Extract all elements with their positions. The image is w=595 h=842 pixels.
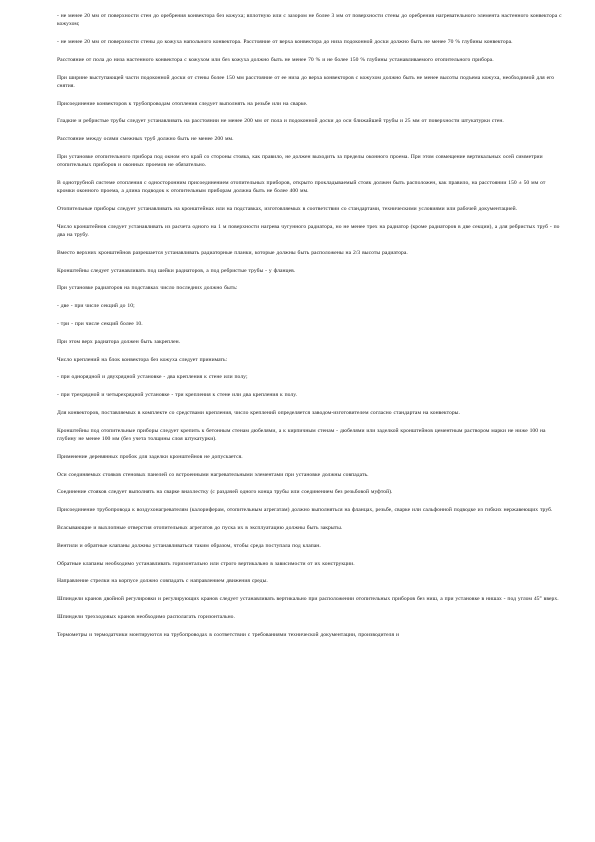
paragraph-fastening-single-double: - при однорядной и двухрядной установке - два крепления к стене или полу; — [57, 374, 248, 381]
paragraph-stand-count-intro: При установке радиаторов на подставках число последних должно быть: — [57, 285, 238, 292]
paragraph-check-valve-orientation: Обратные клапаны необходимо устанавливать горизонтально или строго вертикально в зависимости от их конструкции. — [57, 560, 355, 567]
paragraph-unit-openings-closed: Всасывающие и выхлопные отверстия отопительных агрегатов до пуска их в эксплуатацию должны быть закрыты. — [57, 524, 343, 531]
paragraph-single-pipe-system: В однотрубной системе отопления с односторонним присоединением отопительных приборов, открыто прокладываемый стояк должен быть расположен, как правило, на расстоянии 150 ± 50 мм от кромки оконного проема, а длина подводок к отопительным приборам должна быть не более 400 мм. — [57, 179, 546, 195]
paragraph-radiator-strips: Вместо верхних кронштейнов разрешается устанавливать радиаторные планки, которые должны быть расположены на 2/3 высоты радиатора. — [57, 249, 408, 256]
paragraph-smooth-finned-pipes: Гладкие и ребристые трубы следует устанавливать на расстоянии не менее 200 мм от пола и подоконной доски до оси ближайшей трубы и 25 мм от поверхности штукатурки стен. — [57, 118, 504, 125]
paragraph-under-window-placement: При установке отопительного прибора под окном его край со стороны стояка, как правило, не должен выходить за пределы оконного проема. При этом совмещение вертикальных осей симметрии отопительных приборов и оконных проемов не обязательно. — [57, 153, 543, 169]
paragraph-convector-connection: Присоединение конвекторов к трубопроводам отопления следует выполнять на резьбе или на сварке. — [57, 100, 308, 107]
paragraph-pipe-spacing: Расстояние между осями смежных труб должно быть не менее 200 мм. — [57, 136, 234, 143]
paragraph-bracket-anchoring: Кронштейны под отопительные приборы следует крепить к бетонным стенам дюбелями, а к кирпичным стенам - дюбелями или заделкой кронштейнов цементным раствором марки не ниже 100 на глубину не менее 100 мм (без учета толщины слоя штукатурки). — [57, 427, 546, 442]
paragraph-control-valve-spindles: Шпиндели кранов двойной регулировки и регулирующих кранов следует устанавливать вертикально при расположении отопительных приборов без ниш, а при установке в нишах - под углом 45° вверх. — [57, 596, 559, 603]
paragraph-riser-welding: Соединение стояков следует выполнять на сварке внахлестку (с раздачей одного конца трубы или соединением без резьбовой муфтой). — [57, 489, 393, 496]
paragraph-factory-fastening: Для конвекторов, поставляемых в комплекте со средствами крепления, число креплений определяется заводом-изготовителем согласно стандартам на конвекторы. — [57, 409, 460, 416]
paragraph-radiator-top-fixed: При этом верх радиатора должен быть закреплен. — [57, 338, 181, 345]
paragraph-wooden-plugs: Применение деревянных пробок для заделки кронштейнов не допускается. — [57, 453, 243, 460]
paragraph-fastening-triple-quad: - при трехрядной и четырехрядной установке - три крепления к стене или два крепления к полу. — [57, 392, 297, 399]
paragraph-three-way-valve-spindles: Шпиндели трехходовых кранов необходимо располагать горизонтально. — [57, 613, 235, 620]
paragraph-stand-count-three: - три - при числе секций более 10. — [57, 320, 143, 327]
paragraph-valve-flow-direction: Вентили и обратные клапаны должны устанавливаться таким образом, чтобы среда поступала под клапан. — [57, 542, 321, 549]
paragraph-thermometers: Термометры и термодатчики монтируются на трубопроводах в соответствии с требованиями технической документации, производителя и — [57, 631, 399, 638]
paragraph-brackets-stands: Отопительные приборы следует устанавливать на кронштейнах или на подставках, изготовляемых в соответствии со стандартами, техническими условиями или рабочей документацией. — [57, 205, 518, 212]
paragraph-floor-convector-gap: - не менее 20 мм от поверхности стены до кожуха напольного конвектора. Расстояние от верха конвектора до низа подоконной доски должно быть не менее 70 % глубины конвектора. — [57, 39, 513, 45]
paragraph-air-heater-connection: Присоединение трубопровода к воздухонагревателям (калориферам, отопительным агрегатам) должно выполняться на фланцах, резьбе, сварке или сальфонной подводке из гибких нержавеющих труб. — [57, 507, 553, 514]
paragraph-windowsill-overhang: При ширине выступающей части подоконной доски от стены более 150 мм расстояние от ее низа до верха конвекторов с кожухом должно быть не менее высоты подъема кожуха, необходимой для его снятия. — [57, 74, 555, 89]
paragraph-panel-riser-axes: Оси соединяемых стояков стеновых панелей со встроенными нагревательными элементами при установке должны совпадать. — [57, 471, 369, 478]
paragraph-stand-count-two: - две - при числе секций до 10; — [57, 303, 135, 310]
paragraph-bracket-count: Число кронштейнов следует устанавливать из расчета одного на 1 м поверхности нагрева чугунного радиатора, но не менее трех на радиатор (кроме радиаторов в две секции), а для ребристых труб - по два на трубу. — [57, 223, 560, 238]
paragraph-arrow-direction: Направление стрелки на корпусе должно совпадать с направлением движения среды. — [57, 578, 268, 585]
paragraph-wall-convector-height: Расстояние от пола до низа настенного конвектора с кожухом или без кожуха должно быть не менее 70 % и не более 150 % глубины устанавливаемого отопительного прибора. — [57, 56, 494, 63]
paragraph-convector-gap-wall: - не менее 20 мм от поверхности стен до оребрения конвектора без кожуха; вплотную или с зазором не более 3 мм от поверхности стены до оребрения нагревательного элемента настенного конвектора с кожухом; — [57, 13, 562, 28]
paragraph-convector-fastening-intro: Число креплений на блок конвектора без кожуха следует принимать: — [57, 356, 228, 363]
paragraph-bracket-position: Кронштейны следует устанавливать под шейки радиаторов, а под ребристые трубы - у фланцев. — [57, 267, 296, 274]
